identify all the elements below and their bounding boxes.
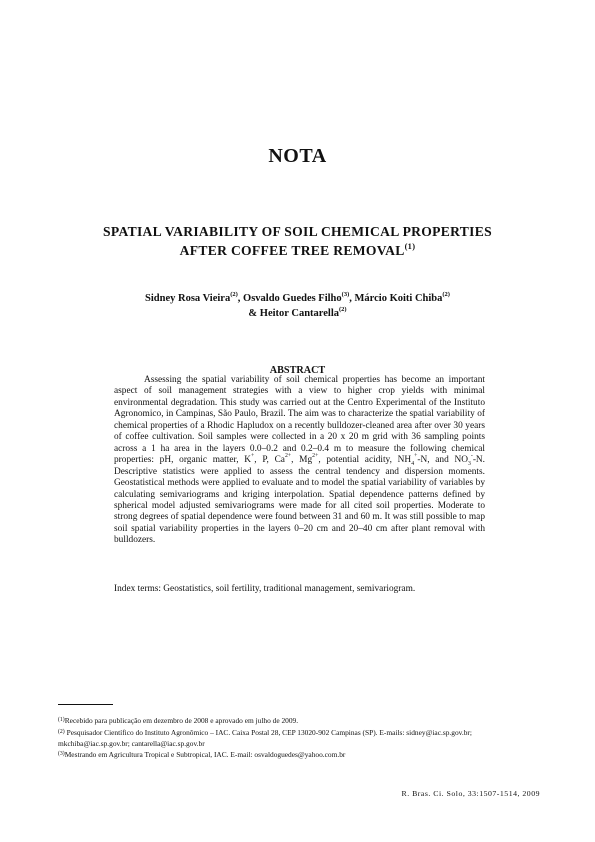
author-affiliation-marker: (3) (341, 290, 350, 298)
footnote (58, 750, 540, 761)
abstract-text: Assessing the spatial variability of soil chemical properties has become an important aspect of soil management strategies with a view to higher crop yields with minimal environmental degradation. This study was carried out at the Centro Experimental of the Instituto Agronomico, in Campinas, São Paulo, Brazil. The aim was to characterize the spatial variability of chemical properties of a Rhodic Hapludox on a recently bulldozer-cleaned area after over 30 years of coffee cultivation. Soil samples were collected in a 20 x 20 m grid with 36 sampling points across a 1 ha area in the layers 0.0–0.2 and 0.2–0.4 m to measure the following chemical properties: pH, organic matter, K (114, 375, 485, 466)
ion-charge: - (470, 453, 473, 460)
author-name: & Heitor Cantarella (248, 308, 339, 319)
footnote-number: (3) (58, 750, 65, 757)
section-label: NOTA (268, 145, 327, 167)
footnote-number: (2) (58, 728, 65, 735)
footnote (58, 716, 540, 727)
abstract-heading: ABSTRACT (269, 365, 326, 376)
abstract-text: -N, and NO (417, 455, 468, 466)
footnote-text: Pesquisador Científico do Instituto Agronômico – IAC. Caixa Postal 28, CEP 13020-902 Campinas (SP). E-mails: sidney@iac.sp.gov.br; mkchiba@iac.sp.gov.br; cantarella@iac.sp.gov.br (58, 728, 472, 749)
abstract-text: -N. Descriptive statistics were applied to assess the central tendency and dispersion moments. Geostatistical methods were applied to evaluate and to model the spatial variability of variables by calculating semivariograms and kriging interpolation. Spatial dependence patterns defined by spherical model adjusted semivariograms were made for all cited soil properties. Moderate to strong degrees of spatial dependence were found between 31 and 60 m. It was still possible to map soil spatial variability properties in the layers 0–20 cm and 20–40 cm after plant removal with bulldozers. (114, 455, 486, 546)
ion-subscript: 4 (411, 461, 415, 468)
footnote (58, 728, 540, 749)
paper-title-line-2-text: AFTER COFFEE TREE REMOVAL (179, 243, 405, 258)
author-affiliation-marker: (2) (230, 290, 238, 298)
abstract-text: , potential acidity, NH (318, 455, 412, 466)
footnote-divider (58, 704, 113, 705)
footnote-text: Recebido para publicação em dezembro de 2008 e aprovado em julho de 2009. (64, 716, 299, 725)
author-affiliation-marker: (2) (442, 290, 450, 298)
journal-reference: R. Bras. Ci. Solo, 33:1507-1514, 2009 (401, 789, 540, 798)
ion-charge: 2+ (284, 453, 292, 460)
title-footnote-marker: (1) (404, 240, 416, 251)
author-line-2 (0, 305, 595, 319)
footnote-number: (1) (58, 716, 65, 723)
abstract-body (114, 375, 485, 547)
author-line-1 (0, 290, 595, 304)
abstract-text: , Mg (291, 455, 313, 466)
ion-subscript: 3 (467, 461, 471, 468)
footnote-text: Mestrando em Agricultura Tropical e Subtropical, IAC. E-mail: osvaldoguedes@yahoo.com.br (64, 750, 346, 759)
author-name: Márcio Koiti Chiba (354, 293, 443, 304)
author-separator: , (349, 293, 355, 304)
author-separator: , (237, 293, 244, 304)
author-name: Sidney Rosa Vieira (145, 293, 231, 304)
paper-title-line-2 (0, 240, 595, 259)
ion-charge: 2+ (312, 453, 319, 460)
abstract-text: , P, Ca (254, 455, 285, 466)
index-terms: Index terms: Geostatistics, soil fertility, traditional management, semivariogram. (114, 584, 416, 594)
author-name: Osvaldo Guedes Filho (243, 293, 342, 304)
ion-charge: + (414, 453, 418, 460)
paper-title-line-1: SPATIAL VARIABILITY OF SOIL CHEMICAL PROPERTIES (103, 224, 492, 239)
ion-charge: + (251, 453, 255, 460)
author-affiliation-marker: (2) (339, 305, 347, 313)
